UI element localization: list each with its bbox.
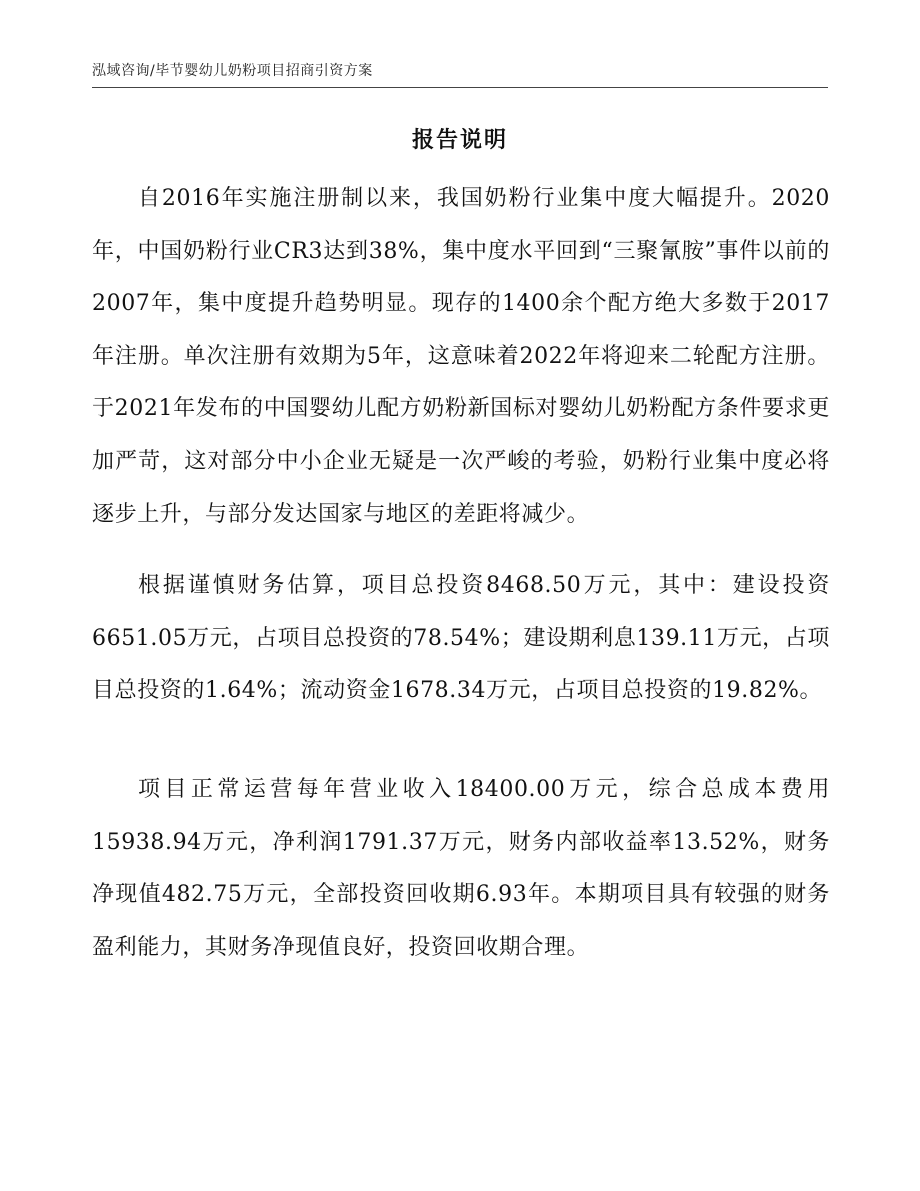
paragraph-industry-background: 自2016年实施注册制以来，我国奶粉行业集中度大幅提升。2020年，中国奶粉行业CR3达到38%，集中度水平回到“三聚氰胺”事件以前的2007年，集中度提升趋势明显。现存的1400余个配方绝大多数于2017年注册。单次注册有效期为5年，这意味着2022年将迎来二轮配方注册。于2021年发布的中国婴幼儿配方奶粉新国标对婴幼儿奶粉配方条件要求更加严苛，这对部分中小企业无疑是一次严峻的考验，奶粉行业集中度必将逐步上升，与部分发达国家与地区的差距将减少。 [92,186,830,527]
document-title: 报告说明 [411,128,508,153]
running-header: 泓域咨询/毕节婴幼儿奶粉项目招商引资方案 [92,63,373,79]
paragraph-investment-estimate: 根据谨慎财务估算，项目总投资8468.50万元，其中：建设投资6651.05万元，占项目总投资的78.54%；建设期利息139.11万元，占项目总投资的1.64%；流动资金1678.34万元，占项目总投资的19.82%。 [92,573,830,704]
header-divider [92,87,828,88]
paragraph-financial-performance: 项目正常运营每年营业收入18400.00万元，综合总成本费用15938.94万元，净利润1791.37万元，财务内部收益率13.52%，财务净现值482.75万元，全部投资回收期6.93年。本期项目具有较强的财务盈利能力，其财务净现值良好，投资回收期合理。 [92,777,830,960]
